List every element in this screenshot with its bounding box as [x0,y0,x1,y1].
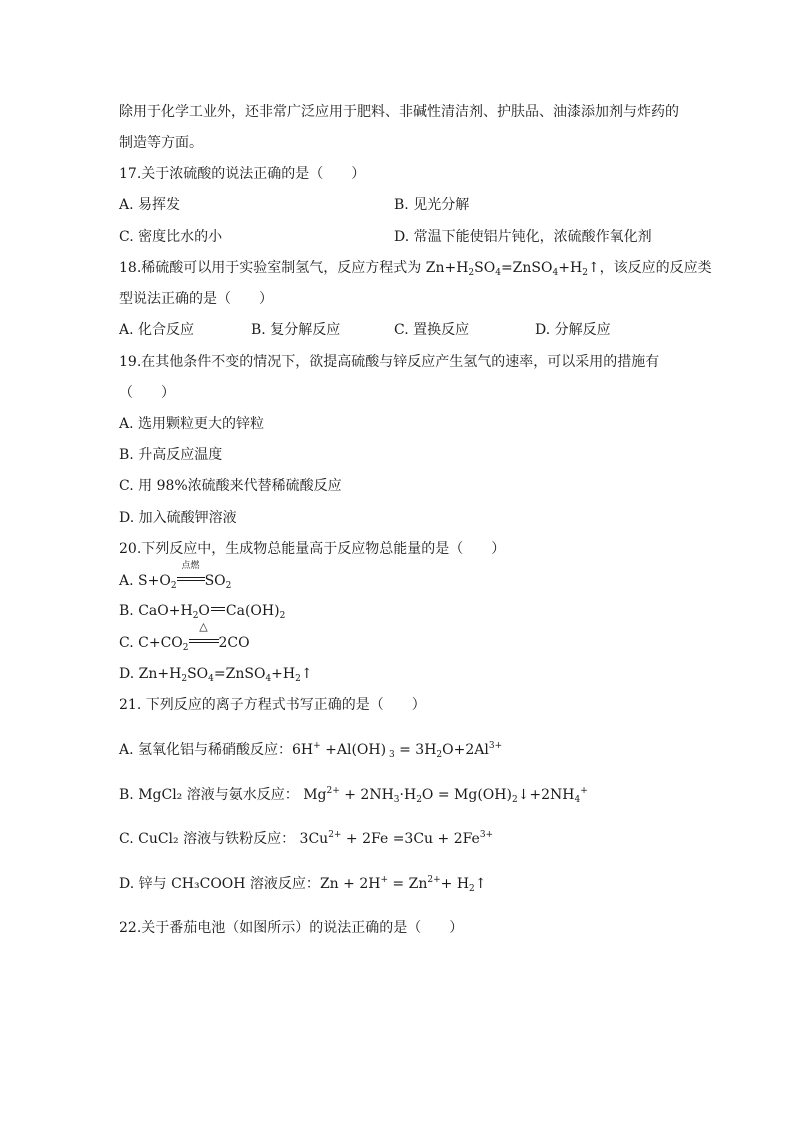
question-17-option-d: D. 常温下能使铝片钝化，浓硫酸作氧化剂 [394,229,652,245]
question-19-option-a: A. 选用颗粒更大的锌粒 [119,416,265,432]
question-19-option-b: B. 升高反应温度 [119,447,223,463]
question-21-option-d: D. 锌与 CH₃COOH 溶液反应：$Zn + 2H^+ = Zn^{2+}+$ $H_2↑$ [119,875,487,894]
question-21-option-d-text: D. 锌与 CH₃COOH 溶液反应： [119,876,320,892]
question-20-option-c: C. $C+CO_2$ △ 2CO [119,620,250,653]
question-17-option-b: B. 见光分解 [394,197,470,213]
condition-heat-label: △ [199,620,208,633]
question-17-option-c: C. 密度比水的小 [119,229,223,245]
question-17-stem: 17.关于浓硫酸的说法正确的是（ ） [119,166,366,182]
question-21-option-c: C. CuCl₂ 溶液与铁粉反应： $3Cu^{2+} + 2Fe =3Cu + 2Fe^{3+}$ [119,830,494,847]
question-21-option-c-text: C. CuCl₂ 溶液与铁粉反应： [119,831,296,847]
question-21-option-a-text: A. 氢氧化铝与稀硝酸反应： [119,742,293,758]
option-a-label: A. [119,573,139,589]
equation-zn-h2so4: $Zn+H_2SO_4=ZnSO_4+H_2↑$ [425,260,600,278]
question-18-stem-pre: 18.稀硫酸可以用于实验室制氢气，反应方程式为 [119,260,426,276]
question-21-option-a: A. 氢氧化铝与稀硝酸反应：6H+ +Al(OH) $_3 = 3H_2O+2Al^{3+}$ [119,741,503,760]
question-19-stem-line-2: （ ） [119,385,175,401]
question-18-option-d: D. 分解反应 [535,322,611,338]
question-17-option-a: A. 易挥发 [119,197,181,213]
question-21-option-b-text: B. MgCl₂ 溶液与氨水反应： [119,787,299,803]
question-18-option-a: A. 化合反应 [119,322,195,338]
question-21-option-b: B. MgCl₂ 溶液与氨水反应： $Mg^{2+} + 2NH_3\cdot H_2O$ = $Mg(OH)_2↓+2NH_4^+$ [119,786,588,805]
question-22-stem: 22.关于番茄电池（如图所示）的说法正确的是（ ） [119,920,464,936]
intro-line-2: 制造等方面。 [119,135,203,151]
option-b-label: B. [119,603,139,619]
question-18-stem-post: ，该反应的反应类 [599,260,712,276]
condition-ignition-label: 点燃 [181,561,200,571]
question-18-stem [119,258,712,278]
condition-ignition [177,561,205,591]
question-20-stem: 20.下列反应中，生成物总能量高于反应物总能量的是（ ） [119,541,506,557]
question-19-stem: 19.在其他条件不变的情况下，欲提高硫酸与锌反应产生氢气的速率，可以采用的措施有 [119,354,660,370]
question-20-option-b: B. $CaO+H_2O$ $Ca(OH)_2$ [119,603,286,621]
question-19-option-c: C. 用 98%浓硫酸来代替稀硫酸反应 [119,478,342,494]
condition-heat [189,620,219,653]
option-c-label: C. [119,635,139,651]
option-d-label: D. [119,666,139,682]
question-21-stem: 21. 下列反应的离子方程式书写正确的是（ ） [119,697,426,713]
question-20-option-a: A. $S+O_2$ 点燃 $SO_2$ [119,561,232,591]
question-20-option-d: D. $Zn+H_2SO_4=ZnSO_4+H_2↑$ [119,666,313,684]
question-18-option-b: B. 复分解反应 [251,322,341,338]
intro-line-1: 除用于化学工业外，还非常广泛应用于肥料、非碱性清洁剂、护肤品、油漆添加剂与炸药的 [119,104,679,120]
question-19-option-d: D. 加入硫酸钾溶液 [119,510,237,526]
question-18-stem-line-2: 型说法正确的是（ ） [119,291,273,307]
question-18-option-c: C. 置换反应 [394,322,470,338]
